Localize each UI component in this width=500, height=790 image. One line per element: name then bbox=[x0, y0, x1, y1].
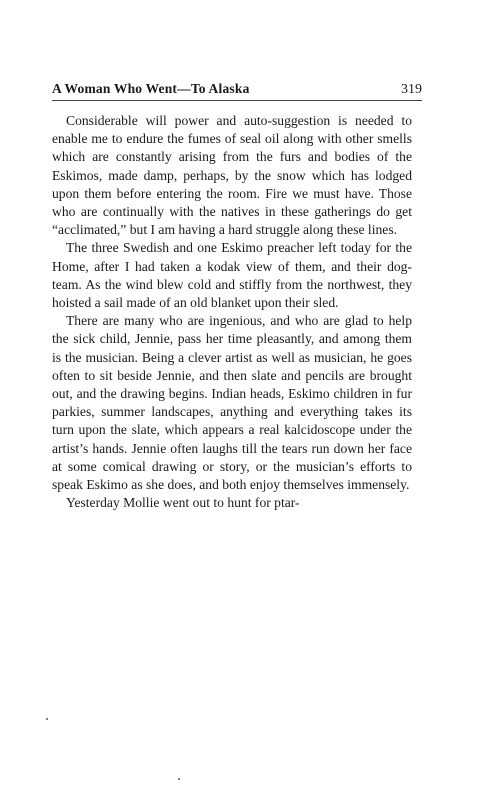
running-head: A Woman Who Went—To Alaska bbox=[52, 81, 250, 96]
paragraph: There are many who are ingenious, and who are glad to help the sick child, Jennie, pass her time pleasantly, and among them is the musician. Being a clever artist as well as musician, he goes often to sit beside Jennie, and then slate and pencils are brought out, and the drawing begins. Indian heads, Eskimo children in fur parkies, summer landscapes, anything and everything takes its turn upon the slate, which appears a real kalcidoscope under the artist’s hands. Jennie often laughs till the tears run down her face at some comical drawing or story, or the musician’s efforts to speak Eskimo as she does, and both enjoy themselves immensely. bbox=[52, 313, 412, 493]
paragraph: Yesterday Mollie went out to hunt for ptar- bbox=[66, 495, 300, 511]
page-header bbox=[52, 78, 422, 101]
paragraph: The three Swedish and one Eskimo preacher left today for the Home, after I had taken a kodak view of them, and their dog-team. As the wind blew cold and stiffly from the northwest, they hoisted a sail made of an old blanket upon their sled. bbox=[52, 240, 412, 311]
print-speck bbox=[178, 778, 180, 780]
page-number: 319 bbox=[401, 82, 422, 97]
paragraph: Considerable will power and auto-suggestion is needed to enable me to endure the fumes of seal oil along with other smells which are constantly arising from the furs and bodies of the Eskimos, made damp, perhaps, by the snow which has lodged upon them before entering the room. Fire we must have. Those who are continually with the natives in these gatherings do get “acclimated,” but I am having a hard struggle along these lines. bbox=[52, 113, 412, 238]
page-body bbox=[52, 112, 412, 512]
print-speck bbox=[46, 718, 48, 720]
